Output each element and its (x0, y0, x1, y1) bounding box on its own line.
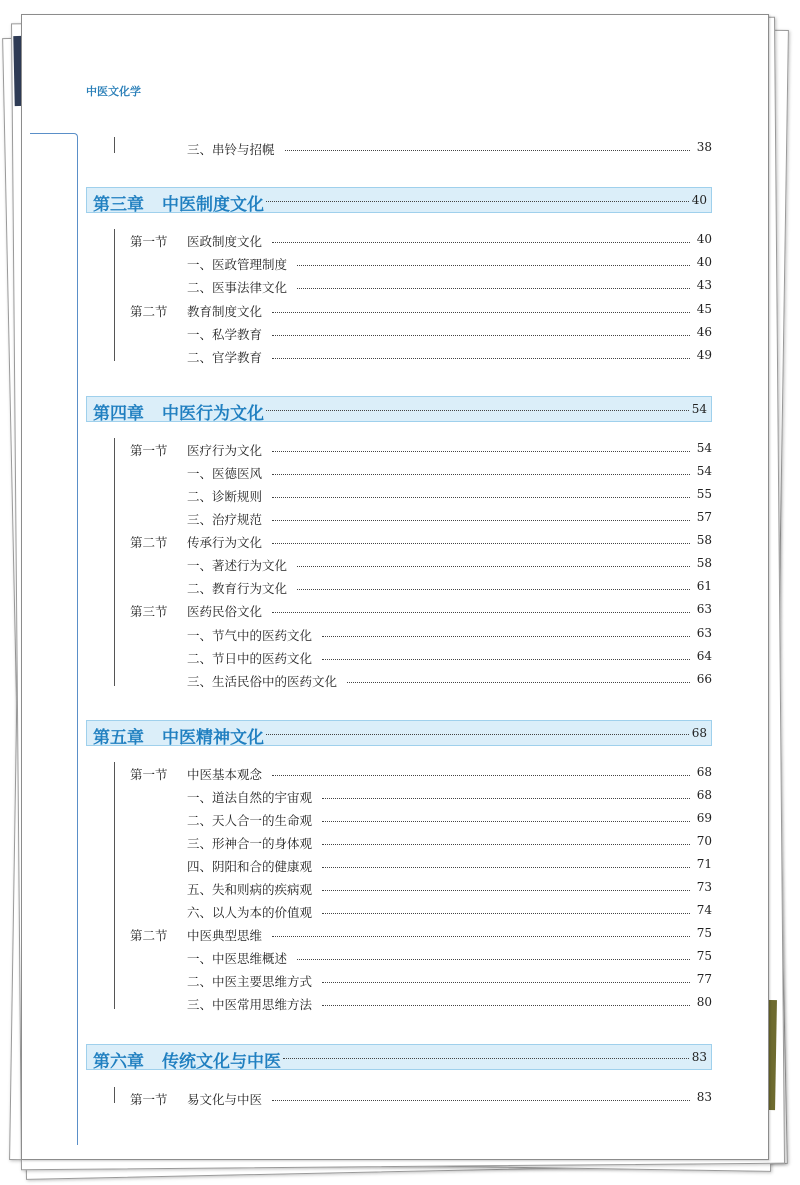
chapter-title (93, 399, 264, 424)
entry-title: 二、节日中的医药文化 (187, 649, 316, 667)
entry-title: 五、失和则病的疾病观 (187, 880, 316, 898)
toc-subsection-entry[interactable] (22, 255, 712, 273)
toc-subsection-entry[interactable] (22, 857, 712, 875)
entry-title: 中医基本观念 (187, 765, 266, 783)
leader-dots (297, 959, 690, 960)
page-number: 40 (691, 193, 707, 207)
toc-subsection-entry[interactable] (22, 949, 712, 967)
leader-dots (272, 312, 690, 313)
toc-subsection-entry[interactable] (22, 325, 712, 343)
page-number: 54 (696, 464, 712, 478)
toc-page (21, 14, 769, 1160)
leader-dots (272, 242, 690, 243)
page-number: 46 (696, 325, 712, 339)
toc-section-entry[interactable] (22, 926, 712, 944)
leader-dots (322, 982, 690, 983)
toc-subsection-entry[interactable] (22, 487, 712, 505)
entry-title: 三、中医常用思维方法 (187, 995, 316, 1013)
entry-title: 一、医德医风 (187, 464, 266, 482)
leader-dots (297, 288, 690, 289)
toc-subsection-entry[interactable] (22, 880, 712, 898)
entry-title: 一、道法自然的宇宙观 (187, 788, 316, 806)
toc-section-entry[interactable] (22, 302, 712, 320)
chapter-number: 第三章 (93, 195, 144, 215)
chapter-number: 第四章 (93, 404, 144, 424)
page-number: 74 (696, 903, 712, 917)
page-number: 71 (696, 857, 712, 871)
page-number: 66 (696, 672, 712, 686)
leader-dots (272, 451, 690, 452)
section-number: 第二节 (130, 304, 168, 319)
page-number: 83 (696, 1090, 712, 1104)
entry-title: 六、以人为本的价值观 (187, 903, 316, 921)
toc-subsection-entry[interactable] (22, 510, 712, 528)
page-number: 83 (691, 1050, 707, 1064)
leader-dots (272, 520, 690, 521)
entry-title: 三、治疗规范 (187, 510, 266, 528)
entry-title: 教育制度文化 (187, 302, 266, 320)
leader-dots (297, 566, 690, 567)
leader-dots (266, 201, 689, 202)
page-number: 69 (696, 811, 712, 825)
entry-title: 一、节气中的医药文化 (187, 626, 316, 644)
toc-subsection-entry[interactable] (22, 278, 712, 296)
page-number: 38 (696, 140, 712, 154)
leader-dots (272, 335, 690, 336)
toc-subsection-entry[interactable] (22, 995, 712, 1013)
leader-dots (285, 150, 690, 151)
toc-subsection-entry[interactable] (22, 348, 712, 366)
toc-subsection-entry[interactable] (22, 811, 712, 829)
page-number: 64 (696, 649, 712, 663)
chapter-title (93, 190, 264, 215)
entry-title: 一、中医思维概述 (187, 949, 291, 967)
chapter-name: 中医制度文化 (162, 195, 264, 215)
chapter-name: 中医精神文化 (162, 728, 264, 748)
leader-dots (322, 636, 690, 637)
page-number: 58 (696, 556, 712, 570)
entry-title: 二、诊断规则 (187, 487, 266, 505)
toc-subsection-entry[interactable] (22, 972, 712, 990)
chapter-heading[interactable] (86, 187, 712, 213)
toc-subsection-entry[interactable] (22, 464, 712, 482)
entry-title: 一、私学教育 (187, 325, 266, 343)
chapter-heading[interactable] (86, 720, 712, 746)
entry-title: 二、天人合一的生命观 (187, 811, 316, 829)
leader-dots (283, 1058, 689, 1059)
entry-title: 一、医政管理制度 (187, 255, 291, 273)
page-number: 68 (696, 788, 712, 802)
entry-title: 三、串铃与招幌 (187, 140, 279, 158)
chapter-number: 第六章 (93, 1052, 144, 1072)
page-number: 45 (696, 302, 712, 316)
section-number: 第一节 (130, 767, 168, 782)
chapter-heading[interactable] (86, 1044, 712, 1070)
leader-dots (322, 913, 690, 914)
section-number: 第一节 (130, 234, 168, 249)
toc-section-entry[interactable] (22, 533, 712, 551)
page-number: 55 (696, 487, 712, 501)
entry-title: 二、官学教育 (187, 348, 266, 366)
leader-dots (272, 543, 690, 544)
toc-subsection-entry[interactable] (22, 140, 712, 158)
leader-dots (347, 682, 690, 683)
page-number: 40 (696, 255, 712, 269)
entry-title: 医政制度文化 (187, 232, 266, 250)
page-number: 58 (696, 533, 712, 547)
toc-section-entry[interactable] (22, 765, 712, 783)
page-number: 80 (696, 995, 712, 1009)
leader-dots (272, 775, 690, 776)
page-number: 54 (696, 441, 712, 455)
leader-dots (272, 936, 690, 937)
page-number: 68 (696, 765, 712, 779)
page-number: 49 (696, 348, 712, 362)
leader-dots (322, 821, 690, 822)
toc-subsection-entry[interactable] (22, 556, 712, 574)
chapter-name: 传统文化与中医 (162, 1052, 281, 1072)
section-number: 第一节 (130, 1092, 168, 1107)
page-number: 57 (696, 510, 712, 524)
page-number: 63 (696, 602, 712, 616)
chapter-title (93, 1047, 281, 1072)
toc-section-entry[interactable] (22, 441, 712, 459)
page-number: 75 (696, 949, 712, 963)
chapter-title (93, 723, 264, 748)
toc-section-entry[interactable] (22, 1090, 712, 1108)
page-number: 73 (696, 880, 712, 894)
page-number: 43 (696, 278, 712, 292)
toc-section-entry[interactable] (22, 232, 712, 250)
toc-subsection-entry[interactable] (22, 903, 712, 921)
leader-dots (266, 734, 689, 735)
running-head: 中医文化学 (86, 85, 141, 98)
toc-subsection-entry[interactable] (22, 672, 712, 690)
leader-dots (322, 1005, 690, 1006)
page-number: 75 (696, 926, 712, 940)
toc-subsection-entry[interactable] (22, 579, 712, 597)
page-number: 54 (691, 402, 707, 416)
leader-dots (322, 890, 690, 891)
leader-dots (272, 497, 690, 498)
entry-title: 医疗行为文化 (187, 441, 266, 459)
entry-title: 一、著述行为文化 (187, 556, 291, 574)
toc-section-entry[interactable] (22, 602, 712, 620)
page-number: 68 (691, 726, 707, 740)
page-number: 40 (696, 232, 712, 246)
entry-title: 四、阴阳和合的健康观 (187, 857, 316, 875)
toc-subsection-entry[interactable] (22, 649, 712, 667)
entry-title: 医药民俗文化 (187, 602, 266, 620)
leader-dots (266, 410, 689, 411)
toc-subsection-entry[interactable] (22, 788, 712, 806)
leader-dots (272, 612, 690, 613)
section-number: 第一节 (130, 443, 168, 458)
leader-dots (322, 867, 690, 868)
page-number: 77 (696, 972, 712, 986)
entry-title: 二、教育行为文化 (187, 579, 291, 597)
section-number: 第二节 (130, 928, 168, 943)
leader-dots (322, 844, 690, 845)
leader-dots (322, 659, 690, 660)
page-number: 61 (696, 579, 712, 593)
page-number: 63 (696, 626, 712, 640)
entry-title: 二、医事法律文化 (187, 278, 291, 296)
leader-dots (272, 1100, 690, 1101)
entry-title: 传承行为文化 (187, 533, 266, 551)
page-number: 70 (696, 834, 712, 848)
leader-dots (272, 358, 690, 359)
section-number: 第二节 (130, 535, 168, 550)
leader-dots (322, 798, 690, 799)
chapter-heading[interactable] (86, 396, 712, 422)
leader-dots (297, 589, 690, 590)
entry-title: 三、生活民俗中的医药文化 (187, 672, 341, 690)
leader-dots (272, 474, 690, 475)
section-number: 第三节 (130, 604, 168, 619)
toc-subsection-entry[interactable] (22, 626, 712, 644)
chapter-number: 第五章 (93, 728, 144, 748)
chapter-name: 中医行为文化 (162, 404, 264, 424)
entry-title: 三、形神合一的身体观 (187, 834, 316, 852)
toc-subsection-entry[interactable] (22, 834, 712, 852)
leader-dots (297, 265, 690, 266)
entry-title: 易文化与中医 (187, 1090, 266, 1108)
entry-title: 中医典型思维 (187, 926, 266, 944)
entry-title: 二、中医主要思维方式 (187, 972, 316, 990)
